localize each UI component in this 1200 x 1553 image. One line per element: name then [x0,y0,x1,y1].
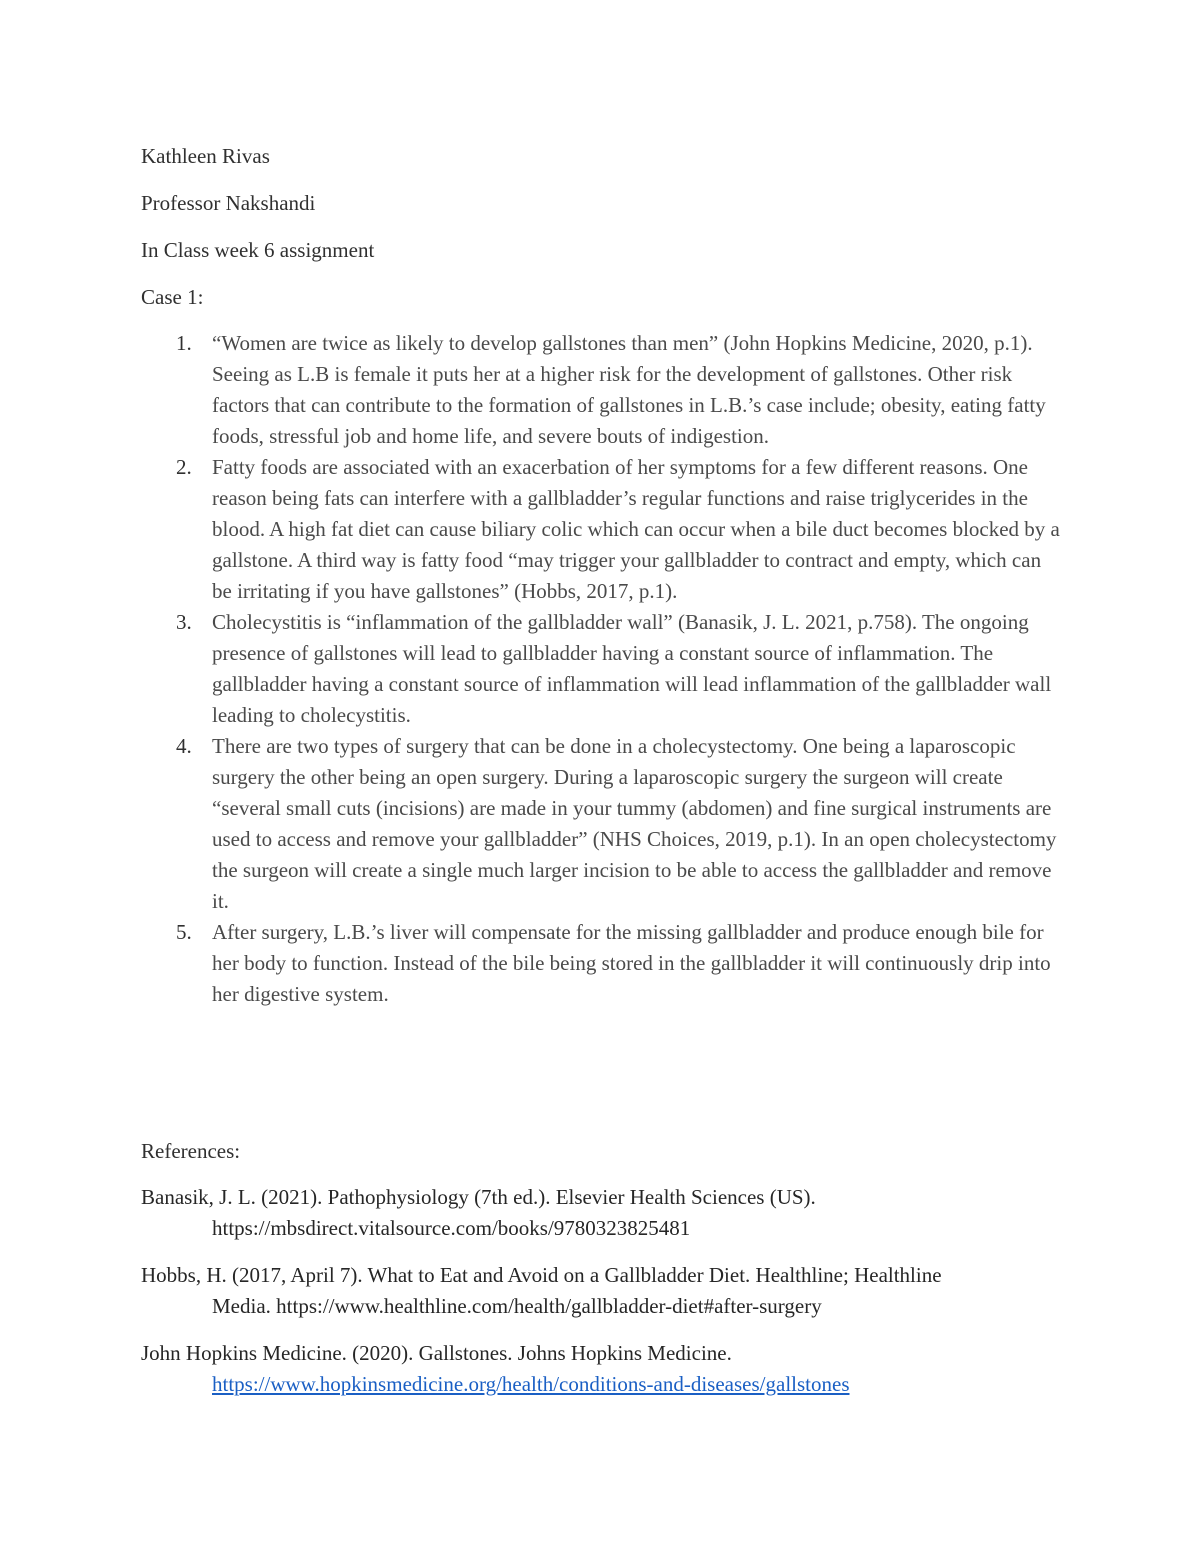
answer-text: After surgery, L.B.’s liver will compensate for the missing gallbladder and produce enough bile for her body to function. Instead of the bile being stored in the gallbladder it will continuously drip into her digestive system. [212,920,1051,1006]
answer-number: 1. [176,331,192,355]
answer-item-1 [141,328,1061,452]
reference-entry-hobbs [141,1260,1061,1322]
professor-name: Professor Nakshandi [141,191,316,215]
answer-item-2 [141,452,1061,607]
reference-entry-hopkins [141,1338,1061,1400]
reference-link-hopkins[interactable]: https://www.hopkinsmedicine.org/health/conditions-and-diseases/gallstones [212,1372,850,1396]
case-label: Case 1: [141,285,204,309]
student-name: Kathleen Rivas [141,144,270,168]
assignment-title: In Class week 6 assignment [141,238,375,262]
reference-line: Hobbs, H. (2017, April 7). What to Eat and Avoid on a Gallbladder Diet. Healthline; Healthline [141,1263,942,1287]
answer-number: 2. [176,455,192,479]
reference-line: John Hopkins Medicine. (2020). Gallstones. Johns Hopkins Medicine. [141,1341,732,1365]
answer-item-5 [141,917,1061,1010]
answer-list [141,328,1061,1010]
answer-text: There are two types of surgery that can be done in a cholecystectomy. One being a laparoscopic surgery the other being an open surgery. During a laparoscopic surgery the surgeon will create “several small cuts (incisions) are made in your tummy (abdomen) and fine surgical instruments are used to access and remove your gallbladder” (NHS Choices, 2019, p.1). In an open cholecystectomy the surgeon will create a single much larger incision to be able to access the gallbladder and remove it. [212,734,1057,913]
reference-line: https://mbsdirect.vitalsource.com/books/9780323825481 [212,1216,691,1240]
reference-line: Banasik, J. L. (2021). Pathophysiology (7th ed.). Elsevier Health Sciences (US). [141,1185,816,1209]
answer-item-3 [141,607,1061,731]
answer-text: Cholecystitis is “inflammation of the gallbladder wall” (Banasik, J. L. 2021, p.758). The ongoing presence of gallstones will lead to gallbladder having a constant source of inflammation. The gallbladder having a constant source of inflammation will lead inflammation of the gallbladder wall leading to cholecystitis. [212,610,1052,727]
reference-link-wrapper [141,1369,1061,1400]
answer-number: 5. [176,920,192,944]
answer-item-4 [141,731,1061,917]
answer-text: “Women are twice as likely to develop gallstones than men” (John Hopkins Medicine, 2020, p.1). Seeing as L.B is female it puts her at a higher risk for the development of gallstones. Other risk factors that can contribute to the formation of gallstones in L.B.’s case include; obesity, eating fatty foods, stressful job and home life, and severe bouts of indigestion. [212,331,1046,448]
answer-text: Fatty foods are associated with an exacerbation of her symptoms for a few different reasons. One reason being fats can interfere with a gallbladder’s regular functions and raise triglycerides in the blood. A high fat diet can cause biliary colic which can occur when a bile duct becomes blocked by a gallstone. A third way is fatty food “may trigger your gallbladder to contract and empty, which can be irritating if you have gallstones” (Hobbs, 2017, p.1). [212,455,1060,603]
reference-entry-banasik [141,1182,1061,1244]
references-heading: References: [141,1139,241,1163]
answer-number: 4. [176,734,192,758]
reference-line: Media. https://www.healthline.com/health/gallbladder-diet#after-surgery [212,1294,822,1318]
answer-number: 3. [176,610,192,634]
